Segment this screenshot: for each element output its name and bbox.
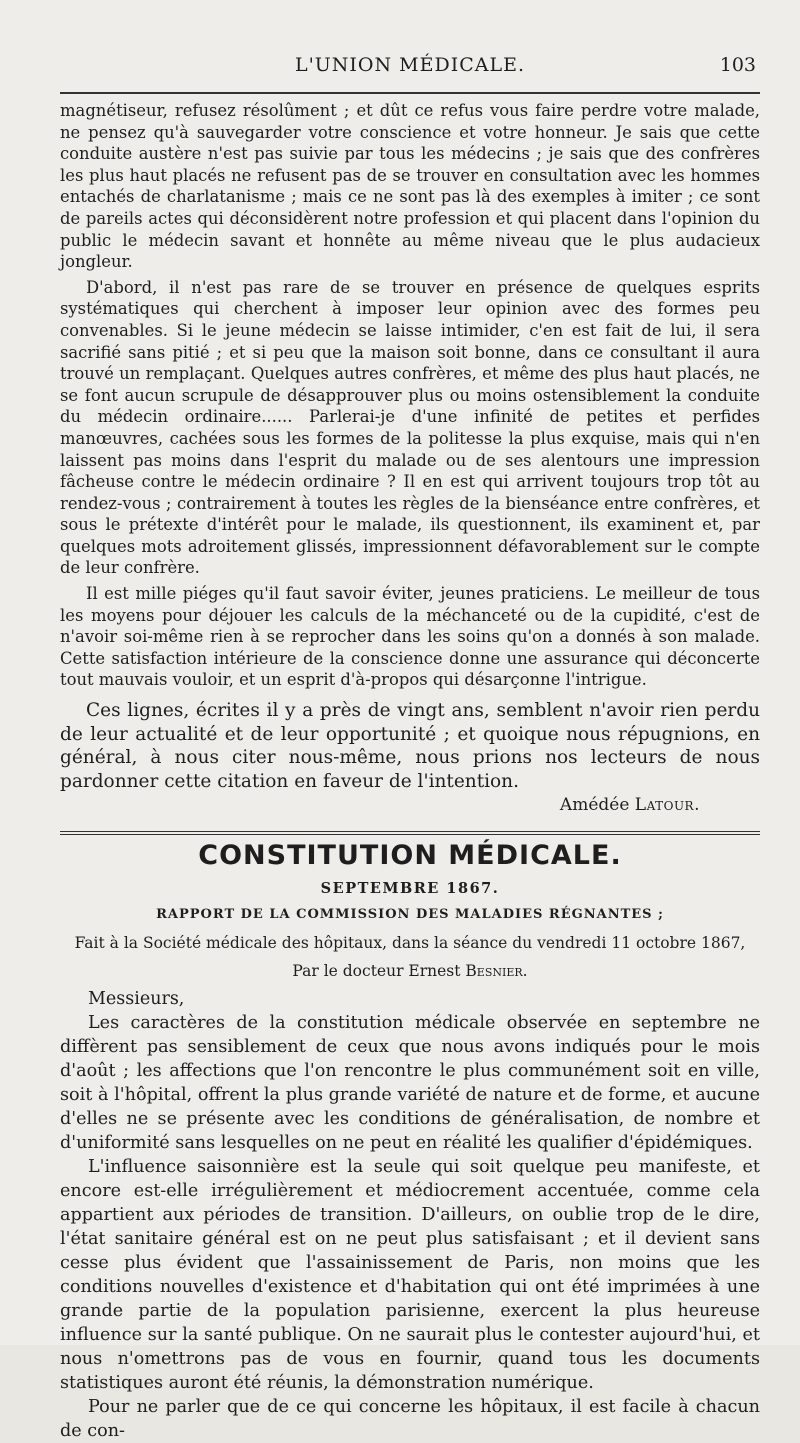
report-month: SEPTEMBRE 1867. <box>320 880 500 898</box>
report-paragraph: L'influence saisonnière est la seule qui soit quelque peu manifeste, et encore est-elle irrégulièrement et médiocrement accentuée, comme cela appartient aux périodes de transition. D'ailleurs, on oublie trop de le dire, l'état sanitaire général est on ne peut plus satisfaisant ; et il devient sans cesse plus évident que l'assainissement de Paris, non moins que les conditions nouvelles d'existence et d'habitation qui ont été imprimées à une grande partie de la population parisienne, exercent la plus heureuse influence sur la santé publique. On ne saurait plus le contester aujourd'hui, et nous n'omettrons pas de vous en fournir, quand tous les documents statistiques auront été réunis, la démonstration numérique. <box>60 1156 760 1393</box>
page-header <box>60 54 760 84</box>
running-title: L'UNION MÉDICALE. <box>294 54 526 76</box>
report-author <box>60 961 760 983</box>
page-number: 103 <box>719 54 756 76</box>
report-subtitle: Fait à la Société médicale des hôpitaux, dans la séance du vendredi 11 octobre 1867, <box>74 934 746 953</box>
author-prefix: Par le docteur Ernest <box>292 962 461 980</box>
signature-last-name: Latour. <box>634 795 700 816</box>
report-title: RAPPORT DE LA COMMISSION DES MALADIES RÉGNANTES ; <box>156 906 664 922</box>
page-body <box>60 100 760 1443</box>
signature-first-name: Amédée <box>559 795 630 816</box>
closing-paragraph: Ces lignes, écrites il y a près de vingt ans, semblent n'avoir rien perdu de leur actualité et de leur opportunité ; et quoique nous répugnions, en général, à nous citer nous-même, nous prions nos lecteurs de nous pardonner cette citation en faveur de l'intention. <box>60 700 760 792</box>
header-rule <box>60 92 760 94</box>
section-title: CONSTITUTION MÉDICALE. <box>198 839 622 871</box>
article-paragraph: Il est mille piéges qu'il faut savoir éviter, jeunes praticiens. Le meilleur de tous les moyens pour déjouer les calculs de la méchanceté ou de la cupidité, c'est de n'avoir soi-même rien à se reprocher dans les soins qu'on a donnés à son malade. Cette satisfaction intérieure de la conscience donne une assurance qui déconcerte tout mauvais vouloir, et un esprit d'à-propos qui désarçonne l'intrigue. <box>60 584 760 690</box>
report-paragraph: Les caractères de la constitution médicale observée en septembre ne diffèrent pas sensiblement de ceux que nous avons indiqués pour le mois d'août ; les affections que l'on rencontre le plus communément soit en ville, soit à l'hôpital, offrent la plus grande variété de nature et de forme, et aucune d'elles ne se présente avec les conditions de généralisation, de nombre et d'uniformité sans lesquelles on ne peut en réalité les qualifier d'épidémiques. <box>60 1012 760 1153</box>
article-paragraph: D'abord, il n'est pas rare de se trouver en présence de quelques esprits systématiques qui cherchent à imposer leur opinion avec des formes peu convenables. Si le jeune médecin se laisse intimider, c'en est fait de lui, il sera sacrifié sans pitié ; et si peu que la maison soit bonne, dans ce consultant il aura trouvé un remplaçant. Quelques autres confrères, et même des plus haut placés, ne se font aucun scrupule de désapprouver plus ou moins ostensiblement la conduite du médecin ordinaire...... Parlerai-je d'une infinité de petites et perfides manœuvres, cachées sous les formes de la politesse la plus exquise, mais qui n'en laissent pas moins dans l'esprit du malade ou de ses alentours une impression fâcheuse contre le médecin ordinaire ? Il en est qui arrivent toujours trop tôt au rendez-vous ; contrairement à toutes les règles de la bienséance entre confrères, et sous le prétexte d'intérêt pour le malade, ils questionnent, ils examinent et, par quelques mots adroitement glissés, impressionnent défavorablement sur le compte de leur confrère. <box>60 277 760 578</box>
section-divider <box>60 831 760 835</box>
article-paragraph: magnétiseur, refusez résolûment ; et dût ce refus vous faire perdre votre malade, ne pensez qu'à sauvegarder votre conscience et votre honneur. Je sais que cette conduite austère n'est pas suivie par tous les médecins ; je sais que des confrères les plus haut placés ne refusent pas de se trouver en consultation avec les hommes entachés de charlatanisme ; mais ce ne sont pas là des exemples à imiter ; ce sont de pareils actes qui déconsidèrent notre profession et qui placent dans l'opinion du public le médecin savant et honnête au même niveau que le plus audacieux jongleur. <box>60 101 760 272</box>
author-name: Besnier. <box>465 962 528 980</box>
salutation: Messieurs, <box>88 988 185 1009</box>
report-paragraph: Pour ne parler que de ce qui concerne les hôpitaux, il est facile à chacun de con- <box>60 1396 760 1441</box>
signature <box>60 795 760 817</box>
report-body <box>60 987 760 1443</box>
